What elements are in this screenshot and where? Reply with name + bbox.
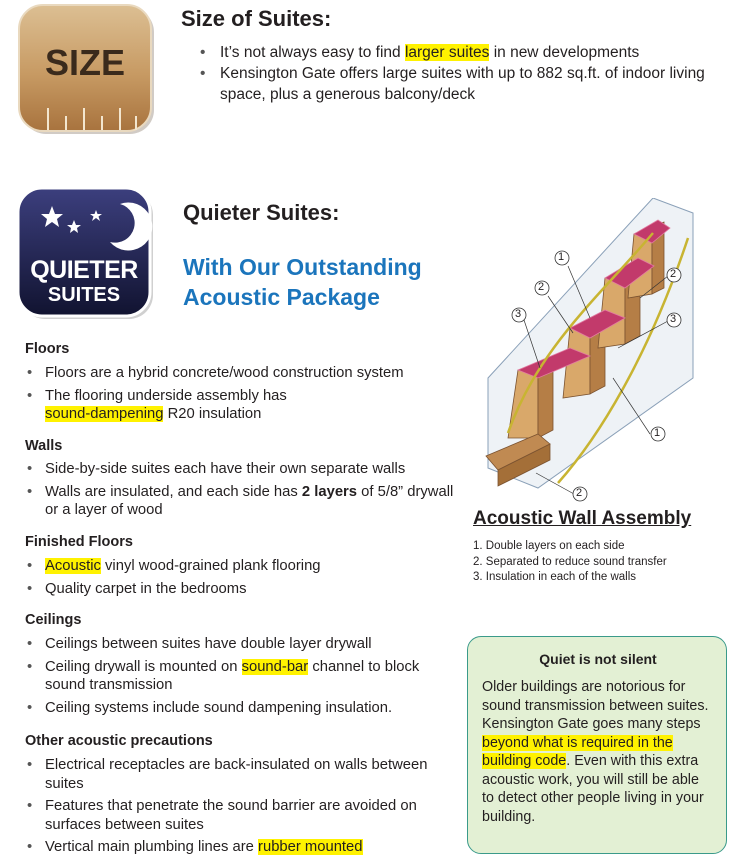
quiet-box-heading: Quiet is not silent — [539, 651, 657, 667]
list-item: • It’s not always easy to find larger suites in new developments — [198, 42, 718, 63]
size-icon-label: SIZE — [44, 42, 125, 83]
ceilings-heading: Ceilings — [25, 612, 82, 628]
list-item: • Floors are a hybrid concrete/wood construction system — [25, 364, 455, 383]
walls-list — [25, 460, 465, 524]
list-item: 1. Double layers on each side — [473, 540, 625, 552]
list-item: 2. Separated to reduce sound transfer — [473, 555, 667, 568]
wall-assembly-list — [473, 539, 667, 586]
floors-heading: Floors — [25, 341, 70, 357]
list-item: • Ceiling drywall is mounted on sound-bar channel to block sound transmission — [25, 658, 455, 695]
size-bullets — [198, 42, 718, 105]
size-title: Size of Suites: — [181, 6, 332, 31]
quiet-callout-box — [467, 636, 727, 854]
list-item: • Kensington Gate offers large suites with up to 882 sq.ft. of indoor living space, plus a generous balcony/deck — [198, 63, 718, 105]
wall-assembly-diagram — [478, 198, 718, 503]
list-item: • Features that penetrate the sound barrier are avoided on surfaces between suites — [25, 797, 455, 834]
floors-list — [25, 364, 455, 428]
callout-3: 3 — [670, 313, 677, 325]
quieter-icon — [16, 186, 156, 322]
list-item: • The flooring underside assembly has sound-dampening R20 insulation — [25, 387, 455, 424]
callout-1: 1 — [558, 251, 565, 263]
list-item: • Walls are insulated, and each side has 2 layers of 5/8” drywall or a layer of wood — [25, 483, 465, 520]
list-item: • Quality carpet in the bedrooms — [25, 580, 455, 599]
list-item: • Ceilings between suites have double layer drywall — [25, 635, 455, 654]
other-list — [25, 756, 455, 861]
list-item: • Ceiling systems include sound dampening insulation. — [25, 699, 455, 718]
wall-assembly-title: Acoustic Wall Assembly — [473, 508, 692, 529]
quiet-box-text: Older buildings are notorious for sound transmission between suites. Kensington Gate goes many steps beyond what is required in the building code. Even with this extra acoustic work, you will still be able to detect other people living in your building. — [482, 679, 709, 825]
quieter-title: Quieter Suites: — [183, 200, 340, 225]
list-item: • Vertical main plumbing lines are rubber mounted — [25, 838, 455, 857]
list-item: 3. Insulation in each of the walls — [473, 571, 637, 583]
other-heading: Other acoustic precautions — [25, 733, 213, 749]
walls-heading: Walls — [25, 438, 63, 454]
callout-3: 3 — [515, 308, 522, 320]
callout-2: 2 — [576, 487, 583, 499]
callout-2: 2 — [538, 281, 545, 293]
list-item: • Electrical receptacles are back-insulated on walls between suites — [25, 756, 455, 793]
finished-floors-list — [25, 557, 455, 602]
finished-floors-heading: Finished Floors — [25, 534, 133, 550]
ceilings-list — [25, 635, 455, 721]
callout-1: 1 — [654, 427, 661, 439]
list-item: • Acoustic vinyl wood-grained plank flooring — [25, 557, 455, 576]
quieter-icon-label-bottom: SUITES — [47, 284, 121, 306]
callout-2: 2 — [670, 268, 677, 280]
list-item: • Side-by-side suites each have their own separate walls — [25, 460, 465, 479]
acoustic-subtitle — [183, 252, 483, 312]
quieter-icon-label-top: QUIETER — [30, 256, 138, 284]
subtitle-line: With Our Outstanding — [183, 254, 422, 280]
size-icon — [18, 4, 158, 138]
subtitle-line: Acoustic Package — [183, 284, 380, 310]
